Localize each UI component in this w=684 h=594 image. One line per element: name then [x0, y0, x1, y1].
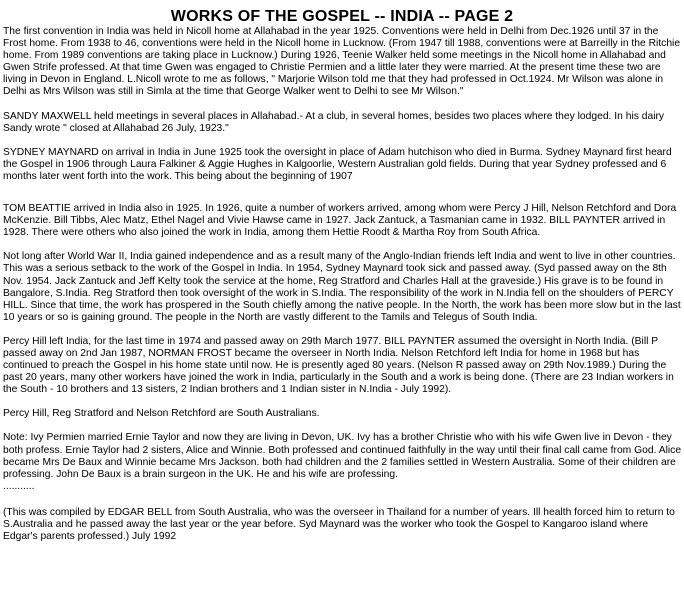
paragraph-tom-beattie: TOM BEATTIE arrived in India also in 1925. In 1926, quite a number of workers arrived, among whom were Percy J Hill, Nelson Retchford and Dora McKenzie. Bill Tibbs, Alec Matz, Ethel Nagel and Vivie Hawse came in 1927. Jack Zantuck, a Tasmanian came in 1932. BILL PAYNTER arrived in 1928. There were others who also joined the work in India, among them Hettie Roodt & Martha Roy from South Africa.: [3, 203, 677, 239]
paragraph-note-ivy-permien: Note: Ivy Permien married Ernie Taylor and now they are living in Devon, UK. Ivy has a brother Christie who with his wife Gwen live in Devon - they both profess. Ernie Taylor had 2 sisters, Alice and Winnie. Both professed and continued faithfully in the way until their final call came from God. Alice became Mrs De Baux and Winnie became Mrs Jackson. both had children and the 2 families settled in Western Australia. Some of their children are professing. John De Baux is a brain surgeon in the UK. He and his wife are professing.: [3, 432, 682, 480]
paragraph-south-australians: Percy Hill, Reg Stratford and Nelson Retchford are South Australians.: [3, 408, 320, 420]
page-title: WORKS OF THE GOSPEL -- INDIA -- PAGE 2: [170, 8, 514, 25]
paragraph-first-convention: The first convention in India was held in Nicoll home at Allahabad in the year 1925. Conventions were held in Delhi from Dec.1926 until 37 in the Frost home. From 1938 to 46, conventions were held in the Nicoll home in Lucknow. (From 1947 till 1988, conventions were at Barreilly in the Ritchie home. From 1989 conventions are taking place in Lucknow.) During 1926, Teenie Walker held some meetings in the Nicoll home in Allahabad and Gwen Strife professed. At that time Gwen was engaged to Christie Permien and a little later they were married. At the present time these two are living in Devon in England. L.Nicoll wrote to me as follows, " Marjorie Wilson told me that they had professed in Oct.1924. Mr Wilson was alone in Delhi as Mrs Wilson was still in Simla at the time that George Walker went to Delhi to see Mr Wilson.": [3, 26, 681, 98]
paragraph-compiled-by: (This was compiled by EDGAR BELL from South Australia, who was the overseer in Thailand for a number of years. Ill health forced him to return to S.Australia and he passed away the last year or the year before. Syd Maynard was the worker who took the Gospel to Kangaroo island where Edgar's parents professed.) July 1992: [3, 506, 675, 543]
paragraph-percy-hill: Percy Hill left India, for the last time in 1974 and passed away on 29th March 1977. BILL PAYNTER assumed the oversight in North India. (Bill P passed away on 2nd Jan 1987, NORMAN FROST became the overseer in North India. Nelson Retchford left India for home in 1968 but has continued to preach the Gospel in his home state until now. He is presently aged 80 years. (Nelson R passed away on 29th Nov.1989.) During the past 20 years, many other workers have joined the work in India, particularly in the South and a work is being done. (There are 23 Indian workers in the South - 10 brothers and 13 sisters, 2 Indian brothers and 1 Indian sister in N.India - July 1992).: [3, 335, 674, 396]
paragraph-sandy-maxwell: SANDY MAXWELL held meetings in several places in Allahabad.- At a club, in several homes, besides two places where they lodged. In his dairy Sandy wrote " closed at Allahabad 26 July, 1923.": [3, 110, 665, 134]
paragraph-sydney-maynard: SYDNEY MAYNARD on arrival in India in June 1925 took the oversight in place of Adam hutchison who died in Burma. Sydney Maynard first heard the Gospel in 1906 through Laura Falkiner & Aggie Hughes in Kalgoorlie, Western Australian gold fields. During that year Sydney professed and 6 months later went forth into the work. This being about the beginning of 1907: [3, 146, 672, 182]
ellipsis-divider: ...........: [3, 480, 35, 492]
document-body: [3, 26, 683, 555]
paragraph-world-war-ii: Not long after World War II, India gained independence and as a result many of the Anglo-Indian friends left India and went to live in other countries. This was a serious setback to the work of the Gospel in India. In 1954, Sydney Maynard took sick and passed away. (Syd passed away on the 8th Nov. 1954. Jack Zantuck and Jeff Kelty took the service at the home, Reg Stratford and Charles Hall at the graveside.) His grave is to be found in Bangalore, S.India. Reg Stratford then took oversight of the work in S.India. The responsibility of the work in N.India fell on the shoulders of PERCY HILL. Since that time, the work has prospered in the South chiefly among the native people. In the North, the work has been more slow but in the last 10 years or so is gaining ground. The people in the North are vastly different to the Tamils and Telegus of South India.: [3, 251, 681, 323]
